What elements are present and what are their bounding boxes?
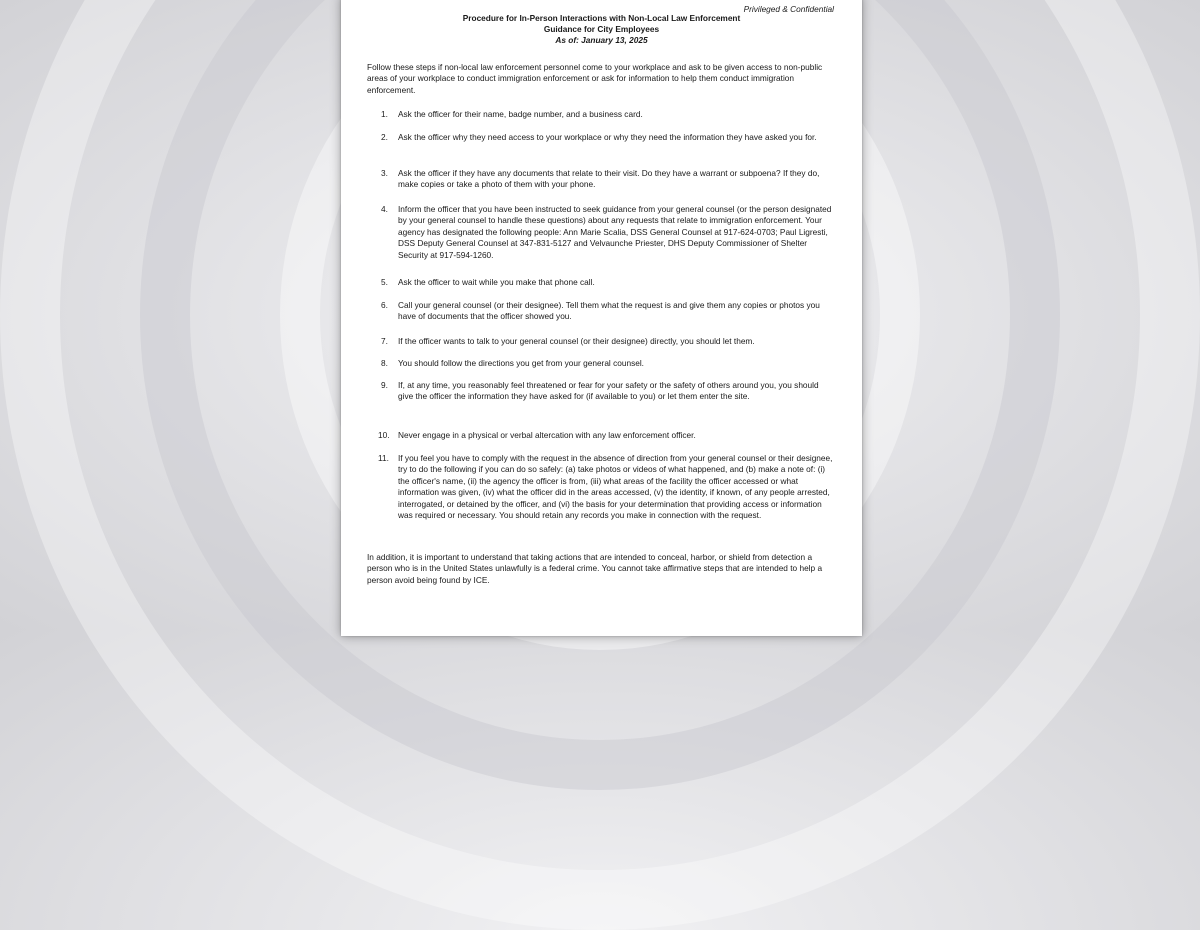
document-title-block xyxy=(341,13,862,46)
list-item-number: 2. xyxy=(381,132,388,142)
list-item-text: Ask the officer for their name, badge number, and a business card. xyxy=(398,109,643,119)
intro-paragraph: Follow these steps if non-local law enforcement personnel come to your workplace and ask to be given access to non-public areas of your workplace to conduct immigration enforcement or ask for information to help them conduct immigration enforcement. xyxy=(367,62,823,95)
document-date: As of: January 13, 2025 xyxy=(555,35,648,45)
list-item-number: 10. xyxy=(378,430,390,440)
document-subtitle: Guidance for City Employees xyxy=(543,24,660,34)
list-item-number: 6. xyxy=(381,300,388,310)
document-title: Procedure for In-Person Interactions with Non-Local Law Enforcement xyxy=(462,13,741,23)
list-item-number: 1. xyxy=(381,109,388,119)
list-item-text: If, at any time, you reasonably feel threatened or fear for your safety or the safety of others around you, you should give the officer the information they have asked for (if available to you) or let them enter the site. xyxy=(398,380,819,402)
list-item-number: 5. xyxy=(381,277,388,287)
list-item-text: Ask the officer to wait while you make that phone call. xyxy=(398,277,595,287)
list-item-number: 7. xyxy=(381,336,388,346)
list-item-text: Inform the officer that you have been instructed to seek guidance from your general counsel (or the person designated by your general counsel to handle these questions) about any requests that relate to immigration enforcement. Your agency has designated the following people: Ann Marie Scalia, DSS General Counsel at 917-624-0703; Paul Ligresti, DSS Deputy General Counsel at 347-831-5127 and Velvaunche Priester, DHS Deputy Commissioner of Shelter Security at 917-594-1260. xyxy=(398,204,832,260)
confidentiality-label: Privileged & Confidential xyxy=(743,4,834,14)
list-item-number: 9. xyxy=(381,380,388,390)
closing-paragraph: In addition, it is important to understand that taking actions that are intended to conceal, harbor, or shield from detection a person who is in the United States unlawfully is a federal crime. You cannot take affirmative steps that are intended to help a person avoid being found by ICE. xyxy=(367,552,823,585)
list-item-text: Ask the officer if they have any documents that relate to their visit. Do they have a warrant or subpoena? If they do, make copies or take a photo of them with your phone. xyxy=(398,168,820,190)
list-item-number: 11. xyxy=(378,453,389,463)
list-item-text: If you feel you have to comply with the request in the absence of direction from your general counsel or their designee, try to do the following if you can do so safely: (a) take photos or videos of what happened, and (b) make a note of: (i) the officer's name, (ii) the agency the officer is from, (iii) what areas of the facility the officer accessed or what information was given, (iv) what the officer did in the areas accessed, (v) the identity, if known, of any people arrested, interrogated, or detained by the officer, and (vi) the basis for your determination that providing access or information was required or necessary. You should retain any records you make in connection with the request. xyxy=(398,453,833,521)
list-item-number: 4. xyxy=(381,204,388,214)
list-item-text: If the officer wants to talk to your general counsel (or their designee) directly, you should let them. xyxy=(398,336,755,346)
list-item-number: 8. xyxy=(381,358,388,368)
list-item-text: Never engage in a physical or verbal altercation with any law enforcement officer. xyxy=(398,430,696,440)
list-item-number: 3. xyxy=(381,168,388,178)
list-item-text: Ask the officer why they need access to your workplace or why they need the information they have asked you for. xyxy=(398,132,817,142)
list-item-text: You should follow the directions you get from your general counsel. xyxy=(398,358,644,368)
list-item-text: Call your general counsel (or their designee). Tell them what the request is and give them any copies or photos you have of documents that the officer showed you. xyxy=(398,300,820,322)
document-page xyxy=(341,0,862,636)
